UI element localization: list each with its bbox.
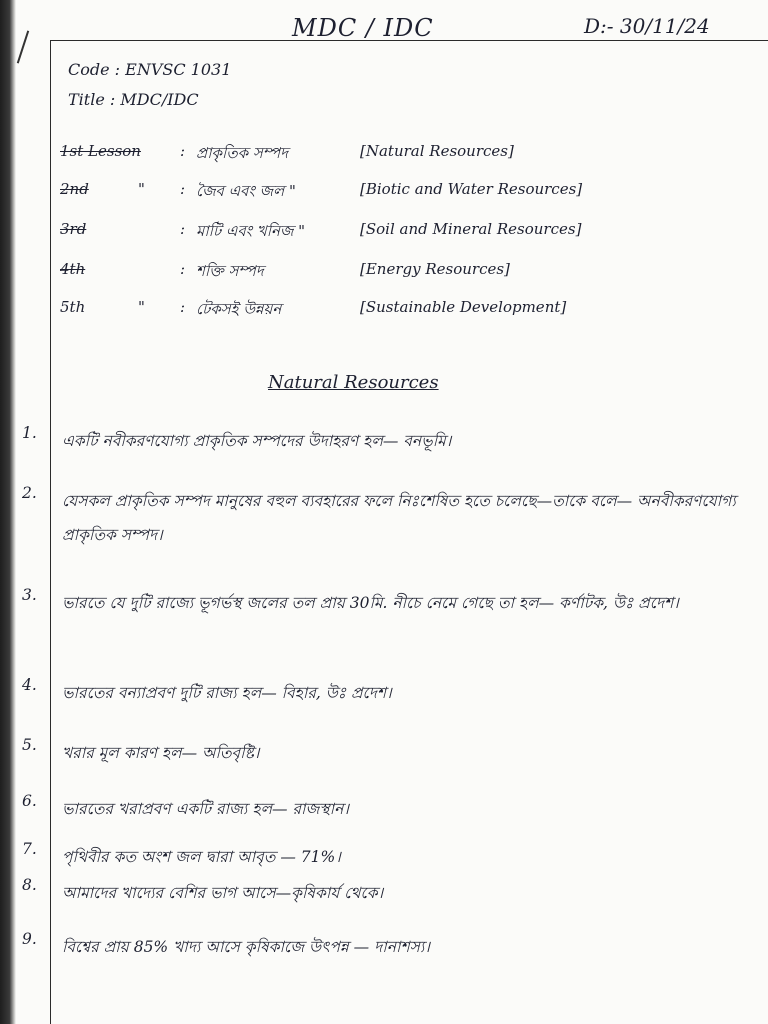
- question-text: বিশ্বের প্রায় 85% খাদ্য আসে কৃষিকাজে উৎপন্ন — দানাশস্য।: [62, 938, 430, 956]
- question-number: 6.: [22, 792, 37, 810]
- page-date: D:- 30/11/24: [584, 14, 710, 38]
- lesson-row: [60, 298, 760, 324]
- course-title: Title : MDC/IDC: [68, 90, 199, 109]
- margin-line: [50, 40, 51, 1024]
- pen-tick-mark: [17, 31, 29, 64]
- lesson-separator: :: [180, 298, 186, 316]
- question-number: 1.: [22, 424, 37, 442]
- question-number: 3.: [22, 586, 37, 604]
- lesson-bengali: টেকসই উন্নয়ন: [196, 300, 282, 318]
- lesson-ordinal: 2nd: [60, 180, 89, 198]
- lesson-separator: :: [180, 142, 186, 160]
- question-text: পৃথিবীর কত অংশ জল দ্বারা আবৃত — 71%।: [62, 848, 341, 866]
- question-text: ভারতের খরাপ্রবণ একটি রাজ্য হল— রাজস্থান।: [62, 800, 349, 818]
- question-text: আমাদের খাদ্যের বেশির ভাগ আসে—কৃষিকার্য থেকে।: [62, 884, 384, 902]
- lesson-separator: :: [180, 180, 186, 198]
- section-heading: Natural Resources: [268, 372, 439, 393]
- course-code: Code : ENVSC 1031: [68, 60, 232, 79]
- question-text: খরার মূল কারণ হল— অতিবৃষ্টি।: [62, 744, 260, 762]
- lesson-ordinal: 4th: [60, 260, 86, 278]
- lesson-separator: :: [180, 220, 186, 238]
- lesson-english: [Soil and Mineral Resources]: [360, 220, 582, 238]
- question-number: 8.: [22, 876, 37, 894]
- page-edge-shadow: [0, 0, 16, 1024]
- question-text: একটি নবীকরণযোগ্য প্রাকৃতিক সম্পদের উদাহরণ হল— বনভূমি।: [62, 432, 452, 450]
- question-number: 2.: [22, 484, 37, 502]
- lesson-ditto: ": [138, 180, 145, 198]
- lesson-row: [60, 220, 760, 246]
- lesson-english: [Energy Resources]: [360, 260, 510, 278]
- lesson-ditto: ": [138, 298, 145, 316]
- question-number: 5.: [22, 736, 37, 754]
- lesson-english: [Natural Resources]: [360, 142, 514, 160]
- lesson-row: [60, 260, 760, 286]
- question-number: 4.: [22, 676, 37, 694]
- page-heading: MDC / IDC: [292, 14, 434, 42]
- lesson-english: [Sustainable Development]: [360, 298, 567, 316]
- lesson-ordinal: 3rd: [60, 220, 87, 238]
- lesson-separator: :: [180, 260, 186, 278]
- lesson-bengali: মাটি এবং খনিজ ": [196, 222, 306, 240]
- question-text: ভারতের বন্যাপ্রবণ দুটি রাজ্য হল— বিহার, উঃ প্রদেশ।: [62, 684, 392, 702]
- lesson-bengali: শক্তি সম্পদ: [196, 262, 264, 280]
- question-number: 7.: [22, 840, 37, 858]
- question-number: 9.: [22, 930, 37, 948]
- lesson-ordinal: 1st Lesson: [60, 142, 141, 160]
- lesson-bengali: জৈব এবং জল ": [196, 182, 296, 200]
- lesson-row: [60, 180, 760, 206]
- question-text: ভারতে যে দুটি রাজ্যে ভূগর্ভস্থ জলের তল প্রায় 30মি. নীচে নেমে গেছে তা হল— কর্ণাটক, উঃ প্রদেশ।: [62, 594, 679, 612]
- lesson-english: [Biotic and Water Resources]: [360, 180, 583, 198]
- lesson-bengali: প্রাকৃতিক সম্পদ: [196, 144, 289, 162]
- question-text: যেসকল প্রাকৃতিক সম্পদ মানুষের বহুল ব্যবহারের ফলে নিঃশেষিত হতে চলেছে—তাকে বলে— অনবীকরণযোগ্য প্রাকৃতিক সম্পদ।: [62, 492, 736, 544]
- lesson-ordinal: 5th: [60, 298, 86, 316]
- lesson-row: [60, 142, 760, 168]
